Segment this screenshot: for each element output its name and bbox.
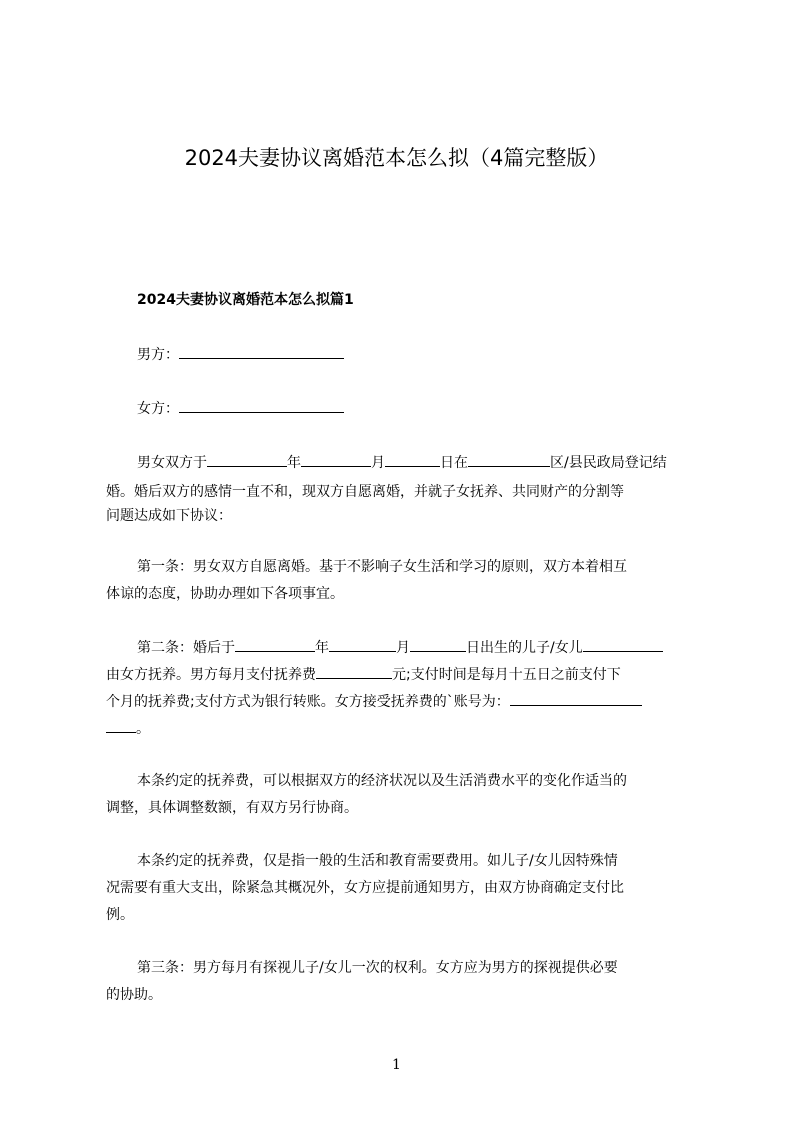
article2-text: 月 — [396, 640, 410, 656]
article2-text: 元;支付时间是每月十五日之前支付下 — [392, 667, 621, 683]
document-title: 2024夫妻协议离婚范本怎么拟（4篇完整版） — [184, 146, 609, 170]
wife-blank — [179, 398, 344, 413]
article2-line-3 — [106, 691, 642, 712]
month-blank — [301, 452, 371, 467]
article2-text: 第二条：婚后于 — [137, 640, 235, 656]
adjust-line-1: 本条约定的抚养费，可以根据双方的经济状况以及生活消费水平的变化作适当的 — [137, 773, 627, 789]
support-amount-blank — [316, 664, 392, 679]
article1-line-1: 第一条：男女双方自愿离婚。基于不影响子女生活和学习的原则，双方本着相互 — [137, 559, 627, 575]
page-number: 1 — [392, 1057, 401, 1073]
birth-year-blank — [235, 637, 315, 652]
district-blank — [468, 452, 550, 467]
scope-line-3: 例。 — [106, 907, 134, 923]
article2-line-1 — [137, 637, 663, 658]
intro-line-1 — [137, 452, 667, 473]
intro-line-3: 问题达成如下协议： — [106, 508, 232, 524]
intro-line-2: 婚。婚后双方的感情一直不和，现双方自愿离婚，并就子女抚养、共同财产的分割等 — [106, 484, 624, 500]
article2-text: 日出生的儿子/女儿 — [466, 640, 583, 656]
intro-text: 日在 — [440, 455, 468, 471]
wife-label: 女方： — [137, 401, 179, 417]
day-blank — [385, 452, 440, 467]
adjust-line-2: 调整，具体调整数额，有双方另行协商。 — [106, 800, 358, 816]
wife-field — [137, 398, 344, 419]
intro-text: 年 — [287, 455, 301, 471]
article2-line-2 — [106, 664, 621, 685]
article3-line-1: 第三条：男方每月有探视儿子/女儿一次的权利。女方应为男方的探视提供必要 — [137, 960, 618, 976]
article2-text: 。 — [136, 721, 150, 737]
husband-label: 男方： — [137, 347, 179, 363]
article3-line-2: 的协助。 — [106, 987, 162, 1003]
article1-line-2: 体谅的态度，协助办理如下各项事宜。 — [106, 586, 344, 602]
article2-text: 个月的抚养费;支付方式为银行转账。女方接受抚养费的`账号为： — [106, 694, 510, 710]
article2-text: 由女方抚养。男方每月支付抚养费 — [106, 667, 316, 683]
account-blank — [510, 691, 642, 706]
section-heading: 2024夫妻协议离婚范本怎么拟篇1 — [137, 292, 354, 308]
birth-day-blank — [410, 637, 466, 652]
account-blank-continued — [106, 718, 136, 733]
husband-blank — [179, 344, 344, 359]
year-blank — [207, 452, 287, 467]
birth-month-blank — [329, 637, 396, 652]
husband-field — [137, 344, 344, 365]
article2-line-4 — [106, 718, 150, 739]
child-name-blank — [583, 637, 663, 652]
intro-text: 月 — [371, 455, 385, 471]
article2-text: 年 — [315, 640, 329, 656]
intro-text: 男女双方于 — [137, 455, 207, 471]
intro-text: 区/县民政局登记结 — [550, 455, 667, 471]
scope-line-2: 况需要有重大支出，除紧急其概况外，女方应提前通知男方，由双方协商确定支付比 — [106, 880, 624, 896]
scope-line-1: 本条约定的抚养费，仅是指一般的生活和教育需要费用。如儿子/女儿因特殊情 — [137, 853, 618, 869]
